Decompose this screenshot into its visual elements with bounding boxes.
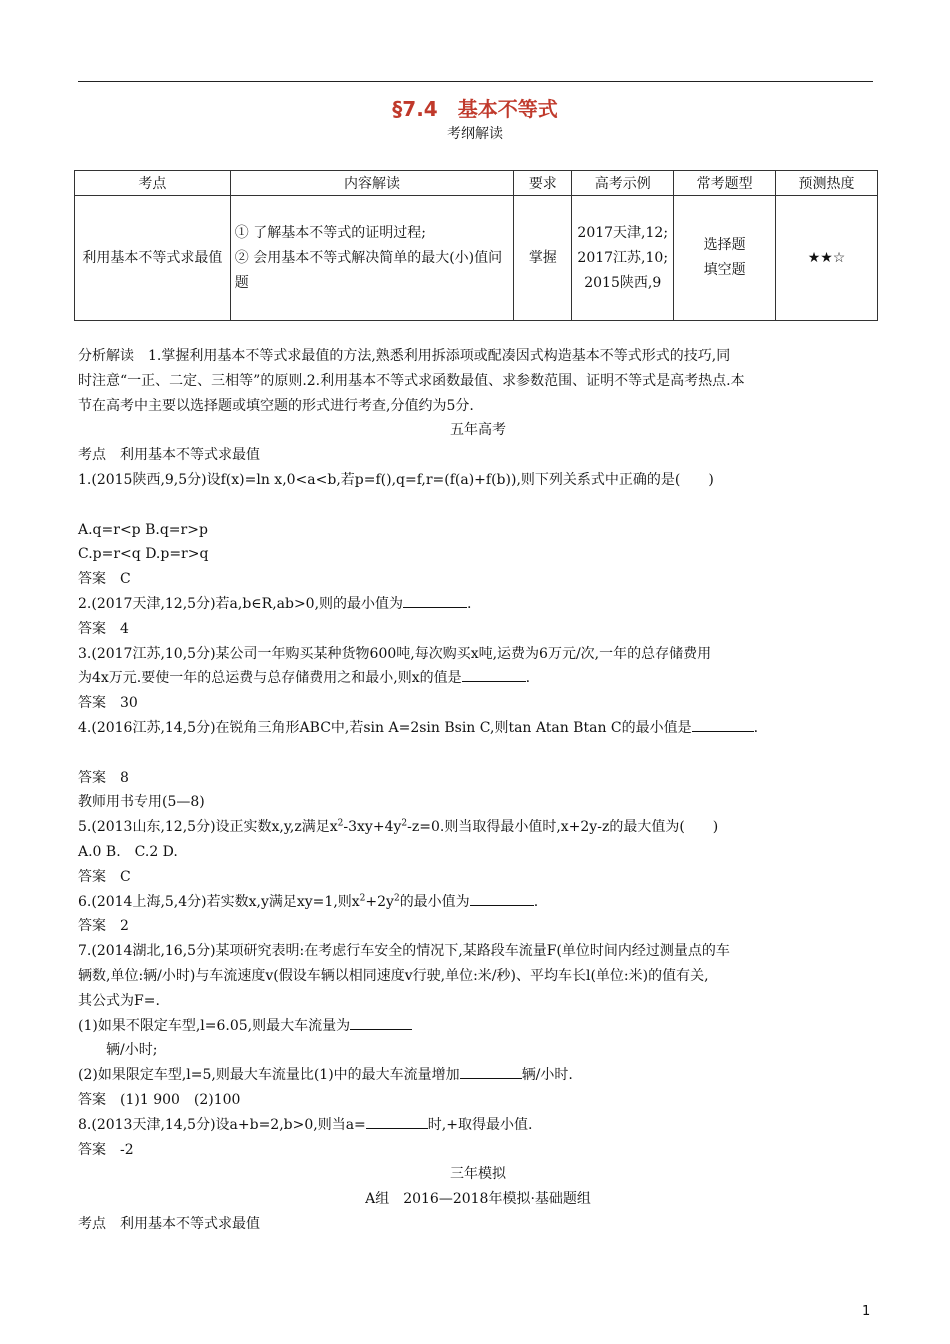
teacher-note: 教师用书专用(5—8) [78, 794, 205, 811]
problem-6: 6.(2014上海,5,4分)若实数x,y满足xy=1,则$x^2+2y^2$的最小值为 . [78, 890, 878, 915]
problem-8-answer: 答案 -2 [78, 1141, 134, 1158]
cell-requirement: 掌握 [514, 196, 572, 321]
problem-3-line-1: 3.(2017江苏,10,5分)某公司一年购买某种货物600吨,每次购买x吨,运费为6万元/次,一年的总存储费用 [78, 645, 712, 662]
heading-three-years: 三年模拟 [450, 1166, 506, 1183]
page-number: 1 [862, 1304, 871, 1319]
problem-2: 2.(2017天津,12,5分)若a,b∈R,ab>0,则的最小值为 . [78, 592, 878, 617]
header-types: 常考题型 [674, 171, 776, 196]
problem-2-answer: 答案 4 [78, 620, 129, 637]
problem-8: 8.(2013天津,14,5分)设a+b=2,b>0,则当a= 时,+取得最小值. [78, 1113, 878, 1138]
table-header-row [75, 171, 878, 196]
answer-blank [350, 1015, 412, 1030]
problem-1-options-b: C.p=r<q D.p=r>q [78, 546, 209, 563]
answer-blank [460, 1064, 522, 1079]
problem-3-answer: 答案 30 [78, 695, 138, 712]
analysis-line-1: 分析解读 1.掌握利用基本不等式求最值的方法,熟悉利用拆添项或配凑因式构造基本不等式形式的技巧,同 [78, 348, 731, 364]
problem-5: 5.(2013山东,12,5分)设正实数x,y,z满足$x^2-3xy+4y^2-z=0$.则当取得最小值时,x+2y-z的最大值为( ) [78, 818, 719, 836]
heading-five-years: 五年高考 [450, 422, 506, 439]
heading-group-a: A组 2016—2018年模拟·基础题组 [365, 1191, 591, 1208]
problem-7-q2: (2)如果限定车型,l=5,则最大车流量比(1)中的最大车流量增加 辆/小时. [78, 1063, 878, 1088]
table-row [75, 196, 878, 321]
syllabus-table [74, 170, 878, 321]
cell-content [230, 196, 514, 321]
answer-blank [366, 1114, 428, 1129]
example-2: 2017江苏,10; [577, 249, 669, 266]
problem-7-line-3: 其公式为F=. [78, 992, 160, 1009]
problem-4-answer: 答案 8 [78, 769, 129, 786]
header-requirement: 要求 [514, 171, 572, 196]
analysis-line-2: 时注意“一正、二定、三相等”的原则.2.利用基本不等式求函数最值、求参数范围、证明不等式是高考热点.本 [78, 372, 745, 389]
header-rule [78, 81, 873, 82]
answer-blank [403, 593, 467, 608]
answer-blank [692, 717, 754, 732]
problem-7-q1-unit: 辆/小时; [106, 1042, 158, 1059]
analysis-line-3: 节在高考中主要以选择题或填空题的形式进行考查,分值约为5分. [78, 397, 474, 414]
section-title: §7.4 基本不等式 [392, 97, 558, 121]
problem-7-answer: 答案 (1)1 900 (2)100 [78, 1091, 241, 1108]
problem-4: 4.(2016江苏,14,5分)在锐角三角形ABC中,若sin A=2sin Bsin C,则tan Atan Btan C的最小值是 . [78, 716, 878, 741]
topic-label-2: 考点 利用基本不等式求最值 [78, 1215, 260, 1232]
problem-7-line-1: 7.(2014湖北,16,5分)某项研究表明:在考虑行车安全的情况下,某路段车流量F(单位时间内经过测量点的车 [78, 943, 730, 960]
problem-7-line-2: 辆数,单位:辆/小时)与车流速度v(假设车辆以相同速度v行驶,单位:米/秒)、平均车长l(单位:米)的值有关, [78, 967, 709, 984]
content-item-2: ② 会用基本不等式解决简单的最大(小)值问题 [234, 249, 503, 291]
cell-topic: 利用基本不等式求最值 [75, 196, 231, 321]
example-3: 2015陕西,9 [584, 274, 662, 291]
cell-heat-stars: ★★☆ [776, 196, 878, 321]
problem-1-options-a: A.q=r<p B.q=r>p [78, 521, 208, 538]
content-item-1: ① 了解基本不等式的证明过程; [234, 224, 426, 241]
problem-3-line-2: 为4x万元.要使一年的总运费与总存储费用之和最小,则x的值是 . [78, 666, 878, 691]
example-1: 2017天津,12; [577, 224, 669, 241]
problem-5-answer: 答案 C [78, 868, 131, 885]
header-topic: 考点 [75, 171, 231, 196]
topic-label: 考点 利用基本不等式求最值 [78, 447, 260, 464]
body-text [78, 344, 878, 1237]
answer-blank [470, 891, 534, 906]
type-2: 填空题 [703, 262, 746, 278]
cell-types [674, 196, 776, 321]
header-content: 内容解读 [230, 171, 514, 196]
header-examples: 高考示例 [572, 171, 674, 196]
problem-6-answer: 答案 2 [78, 918, 129, 935]
header-heat: 预测热度 [776, 171, 878, 196]
section-subtitle: 考纲解读 [447, 126, 503, 142]
problem-7-q1: (1)如果不限定车型,l=6.05,则最大车流量为 [78, 1014, 878, 1039]
type-1: 选择题 [703, 237, 746, 253]
problem-1: 1.(2015陕西,9,5分)设f(x)=ln x,0<a<b,若p=f(),q=f,r=(f(a)+f(b)),则下列关系式中正确的是( ) [78, 471, 714, 488]
problem-5-options: A.0 B. C.2 D. [78, 843, 178, 860]
cell-examples [572, 196, 674, 321]
problem-1-answer: 答案 C [78, 571, 131, 588]
answer-blank [462, 667, 526, 682]
